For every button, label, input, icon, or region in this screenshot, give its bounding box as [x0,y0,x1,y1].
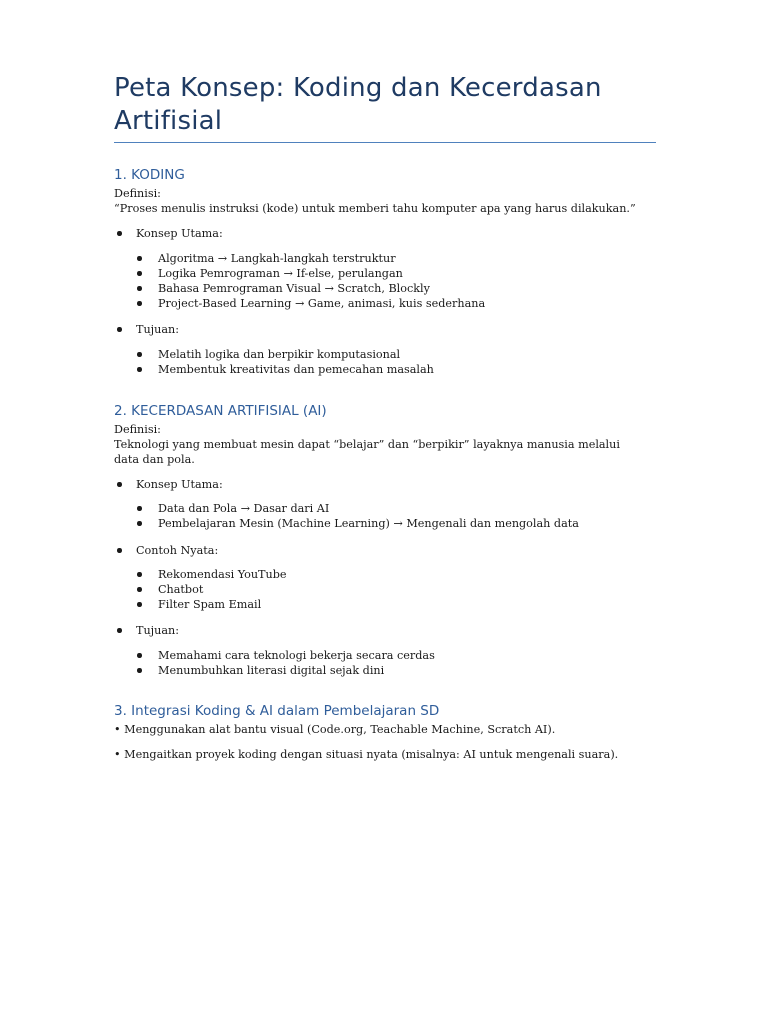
section-koding [114,167,656,183]
definition-text: “Proses menulis instruksi (kode) untuk memberi tahu komputer apa yang harus dilakukan.” [114,202,636,215]
list-item: Rekomendasi YouTube [114,567,656,582]
ai-contoh [114,543,656,558]
koding-konsep-items [114,251,656,311]
list-item: Pembelajaran Mesin (Machine Learning) → Mengenali dan mengolah data [114,516,656,531]
koding-tujuan [114,322,656,337]
list-item: Project-Based Learning → Game, animasi, kuis sederhana [114,296,656,311]
list-item: Memahami cara teknologi bekerja secara cerdas [114,648,656,663]
paragraph: • Mengaitkan proyek koding dengan situasi nyata (misalnya: AI untuk mengenali suara). [114,748,619,761]
koding-definition [114,186,656,216]
integrasi-item-1 [114,722,656,737]
definition-label: Definisi: [114,187,161,200]
list-item: Logika Pemrograman → If-else, perulangan [114,266,656,281]
list-item: Contoh Nyata: [114,543,656,558]
definition-text-line-1: Teknologi yang membuat mesin dapat “belajar” dan “berpikir” layaknya manusia melalui [114,438,620,451]
list-item: Algoritma → Langkah-langkah terstruktur [114,251,656,266]
ai-contoh-items [114,567,656,612]
list-item: Tujuan: [114,623,656,638]
document-title [114,72,656,143]
title-block [114,72,656,143]
title-line-2: Artifisial [114,106,223,136]
section-ai [114,403,656,419]
section-heading: 3. Integrasi Koding & AI dalam Pembelajaran SD [114,703,440,719]
ai-tujuan-items [114,648,656,678]
paragraph: • Menggunakan alat bantu visual (Code.org, Teachable Machine, Scratch AI). [114,723,556,736]
definition-text-line-2: data dan pola. [114,453,195,466]
section-integrasi [114,703,656,719]
ai-tujuan [114,623,656,638]
section-heading: 2. KECERDASAN ARTIFISIAL (AI) [114,403,327,419]
list-item: Menumbuhkan literasi digital sejak dini [114,663,656,678]
list-item: Data dan Pola → Dasar dari AI [114,501,656,516]
list-item: Melatih logika dan berpikir komputasional [114,347,656,362]
section-heading: 1. KODING [114,167,185,183]
ai-konsep-items [114,501,656,531]
definition-label: Definisi: [114,423,161,436]
list-item: Tujuan: [114,322,656,337]
title-line-1: Peta Konsep: Koding dan Kecerdasan [114,73,602,103]
list-item: Filter Spam Email [114,597,656,612]
ai-definition [114,422,656,467]
koding-konsep [114,226,656,241]
list-item: Konsep Utama: [114,226,656,241]
koding-tujuan-items [114,347,656,377]
list-item: Bahasa Pemrograman Visual → Scratch, Blockly [114,281,656,296]
ai-konsep [114,477,656,492]
list-item: Konsep Utama: [114,477,656,492]
integrasi-item-2 [114,747,656,762]
list-item: Chatbot [114,582,656,597]
list-item: Membentuk kreativitas dan pemecahan masalah [114,362,656,377]
